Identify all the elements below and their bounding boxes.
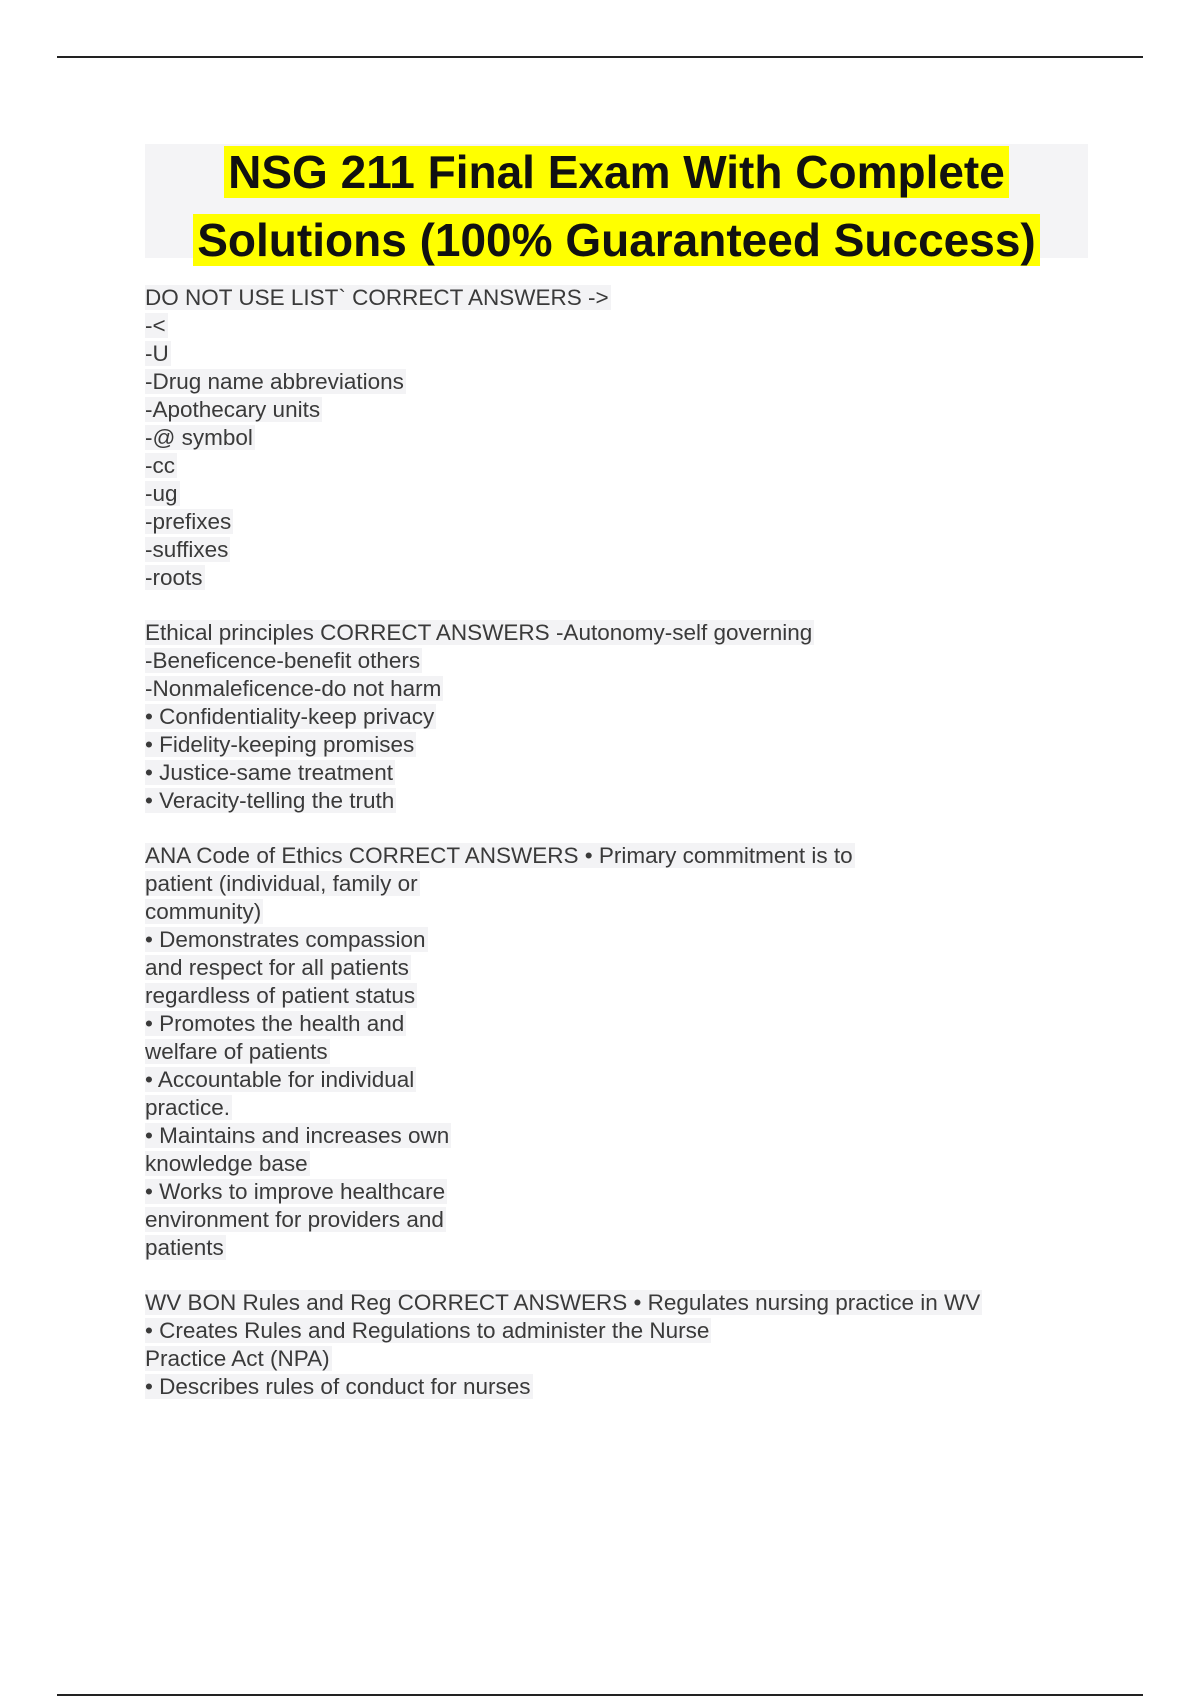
text-line: [145, 954, 1105, 982]
text-line: [145, 564, 1105, 592]
text-line-content: regardless of patient status: [145, 983, 416, 1008]
text-line: [145, 842, 1105, 870]
text-line: [145, 787, 1105, 815]
text-line: [145, 396, 1105, 424]
qa-section: [145, 1289, 1105, 1401]
text-line: [145, 619, 1105, 647]
text-line-content: practice.: [145, 1095, 231, 1120]
text-line-content: -U: [145, 341, 169, 366]
text-line-content: DO NOT USE LIST` CORRECT ANSWERS ->: [145, 285, 609, 310]
text-line: [145, 1094, 1105, 1122]
text-line: [145, 898, 1105, 926]
text-line-content: • Confidentiality-keep privacy: [145, 704, 435, 729]
text-line-content: patient (individual, family or: [145, 871, 418, 896]
text-line-content: ANA Code of Ethics CORRECT ANSWERS • Primary commitment is to: [145, 843, 853, 868]
title-line-1: NSG 211 Final Exam With Complete: [224, 146, 1009, 198]
text-line-content: and respect for all patients: [145, 955, 409, 980]
text-line: [145, 312, 1105, 340]
text-line: [145, 424, 1105, 452]
text-line-content: -<: [145, 313, 166, 338]
text-line: [145, 870, 1105, 898]
qa-section: [145, 842, 1105, 1262]
text-line-content: -Nonmaleficence-do not harm: [145, 676, 442, 701]
document-title: [145, 144, 1088, 280]
text-line: [145, 1289, 1105, 1317]
text-line-content: environment for providers and: [145, 1207, 444, 1232]
text-line-content: community): [145, 899, 262, 924]
text-line: [145, 1038, 1105, 1066]
qa-section: [145, 619, 1105, 815]
text-line: [145, 1234, 1105, 1262]
text-line-content: • Works to improve healthcare: [145, 1179, 446, 1204]
qa-section: [145, 284, 1105, 592]
title-banner: [145, 144, 1088, 266]
text-line: [145, 1178, 1105, 1206]
text-line-content: knowledge base: [145, 1151, 308, 1176]
text-line-content: • Fidelity-keeping promises: [145, 732, 415, 757]
text-line-content: -roots: [145, 565, 203, 590]
text-line: [145, 508, 1105, 536]
text-line: [145, 1373, 1105, 1401]
text-line-content: -ug: [145, 481, 178, 506]
text-line: [145, 1122, 1105, 1150]
text-line: [145, 759, 1105, 787]
text-line-content: • Justice-same treatment: [145, 760, 393, 785]
text-line: [145, 703, 1105, 731]
text-line: [145, 536, 1105, 564]
text-line-content: • Maintains and increases own: [145, 1123, 450, 1148]
text-line: [145, 480, 1105, 508]
text-line-content: patients: [145, 1235, 224, 1260]
text-line-content: -Beneficence-benefit others: [145, 648, 421, 673]
text-line-content: welfare of patients: [145, 1039, 328, 1064]
text-line: [145, 1317, 1105, 1345]
text-line: [145, 1066, 1105, 1094]
text-line: [145, 368, 1105, 396]
text-line-content: WV BON Rules and Reg CORRECT ANSWERS • Regulates nursing practice in WV: [145, 1290, 981, 1315]
header-rule: [57, 56, 1143, 58]
text-line-content: • Creates Rules and Regulations to administer the Nurse: [145, 1318, 710, 1343]
text-line-content: • Describes rules of conduct for nurses: [145, 1374, 531, 1399]
text-line-content: • Demonstrates compassion: [145, 927, 426, 952]
text-line-content: Practice Act (NPA): [145, 1346, 330, 1371]
title-line-2: Solutions (100% Guaranteed Success): [193, 214, 1040, 266]
document-body: [145, 284, 1105, 1428]
text-line-content: -prefixes: [145, 509, 232, 534]
text-line: [145, 1206, 1105, 1234]
text-line-content: Ethical principles CORRECT ANSWERS -Autonomy-self governing: [145, 620, 813, 645]
text-line-content: -Apothecary units: [145, 397, 321, 422]
footer-rule: [57, 1694, 1143, 1696]
text-line: [145, 731, 1105, 759]
text-line: [145, 1150, 1105, 1178]
text-line-content: -@ symbol: [145, 425, 253, 450]
text-line: [145, 1010, 1105, 1038]
text-line: [145, 340, 1105, 368]
text-line: [145, 452, 1105, 480]
text-line-content: -cc: [145, 453, 175, 478]
text-line-content: • Accountable for individual: [145, 1067, 415, 1092]
text-line: [145, 982, 1105, 1010]
text-line-content: • Veracity-telling the truth: [145, 788, 395, 813]
text-line: [145, 926, 1105, 954]
text-line: [145, 1345, 1105, 1373]
text-line-content: -suffixes: [145, 537, 229, 562]
text-line-content: -Drug name abbreviations: [145, 369, 404, 394]
text-line-content: • Promotes the health and: [145, 1011, 405, 1036]
text-line: [145, 284, 1105, 312]
text-line: [145, 675, 1105, 703]
text-line: [145, 647, 1105, 675]
